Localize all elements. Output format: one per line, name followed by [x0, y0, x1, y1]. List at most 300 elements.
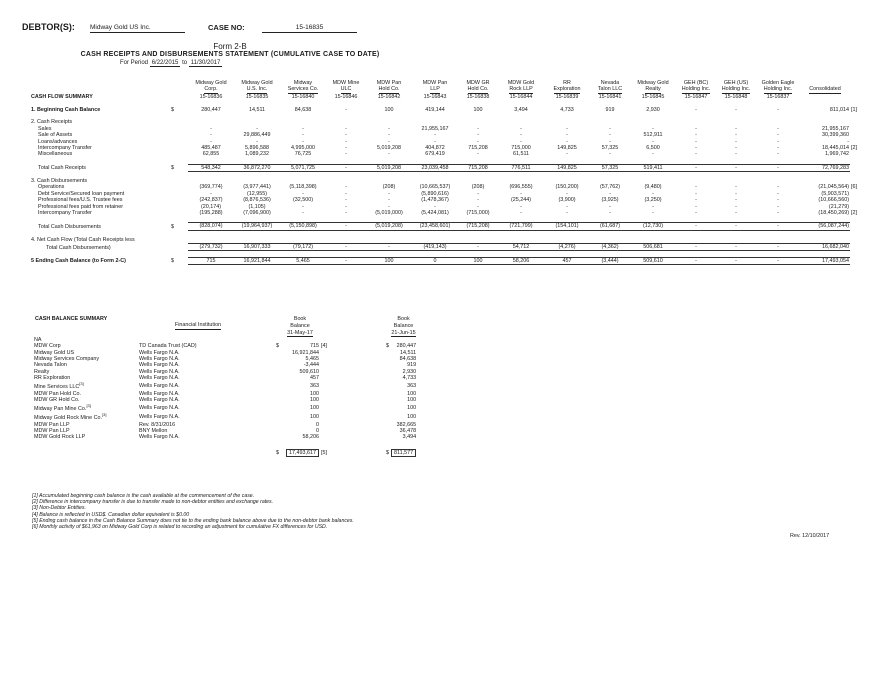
financial-institution: Wells Fargo N.A.: [139, 349, 180, 356]
entity-case-number: 15-16840: [291, 93, 315, 100]
column-header: [412, 94, 458, 100]
value-cell: -: [756, 223, 800, 230]
dollar-sign: $: [386, 449, 389, 456]
value-cell: -: [345, 106, 347, 113]
period-end: 11/30/2017: [190, 60, 221, 66]
consolidated-value: (10,666,560): [818, 197, 849, 204]
value-cell: 512,911: [643, 132, 663, 139]
book-balance-may17: [280, 403, 320, 412]
value-cell: -: [676, 257, 716, 264]
value-cell: -: [345, 151, 347, 158]
value-cell: -: [302, 190, 304, 197]
entity-name: GEH (BC): [683, 80, 709, 86]
value-cell: 1,089,232: [245, 151, 269, 158]
column-header: [676, 86, 716, 93]
book-balance-may17: [280, 381, 320, 390]
column-header: [630, 86, 676, 93]
value-cell: 419,144: [425, 106, 445, 113]
book-balance-jun15: 84,638: [399, 356, 417, 363]
value-cell: [676, 237, 716, 244]
period-line: [120, 60, 222, 67]
column-header: [498, 94, 544, 100]
value-cell: -: [388, 203, 390, 210]
value-cell: -: [695, 203, 697, 210]
value-cell: -: [302, 138, 304, 145]
value-cell: (8,876,536): [243, 197, 271, 204]
value-cell: -: [695, 210, 697, 217]
book-balance-value: 363: [310, 382, 319, 389]
value-cell: -: [756, 164, 800, 171]
value-cell: 457: [544, 257, 590, 264]
dollar-sign: [338, 381, 390, 390]
financial-institution: Wells Fargo N.A.: [139, 368, 180, 375]
value-cell: -: [345, 145, 347, 152]
footnote-ref: [850, 257, 860, 264]
value-cell: (208): [382, 184, 396, 191]
entity-name: [34, 381, 138, 390]
book-balance-jun15: 36,478: [399, 427, 417, 434]
row-label: 2. Cash Receipts: [31, 119, 73, 126]
entity-name: [34, 403, 138, 412]
value-cell: 149,825: [544, 164, 590, 171]
book-balance-value: 100: [310, 390, 319, 397]
value-cell: 54,712: [498, 244, 544, 251]
dollar-sign: [258, 381, 280, 390]
book-balance-jun15: 2,930: [402, 368, 417, 375]
column-header: [326, 94, 366, 100]
value-cell: -: [609, 151, 611, 158]
footnote-ref: [320, 381, 338, 390]
value-cell: -: [210, 132, 212, 139]
entity-name: Nevada: [600, 80, 620, 86]
dollar-sign: $: [276, 449, 279, 456]
entity-name: ULC: [340, 86, 352, 93]
entity-name: MDW Pan: [376, 80, 402, 86]
row-label: Intercompany Transfer: [38, 145, 92, 152]
footnote-ref: [320, 403, 338, 412]
entity-label: MDW GR Hold Co.: [34, 396, 80, 403]
entity-case-number: 15-16838: [466, 93, 490, 100]
dollar-sign: $: [171, 258, 174, 265]
value-cell: -: [716, 244, 756, 251]
entity-label: RR Exploration: [34, 375, 71, 382]
entity-name: MDW Mine: [332, 80, 360, 86]
entity-case-number: 15-16844: [509, 93, 533, 100]
column-header: [800, 86, 850, 93]
footnote-ref: [3]: [102, 412, 107, 418]
value-cell: 404,872: [425, 145, 445, 152]
consolidated-value: 811,014: [829, 106, 849, 113]
consolidated-value: [800, 237, 850, 244]
value-cell: (3,250): [644, 197, 662, 204]
value-cell: -: [652, 138, 654, 145]
value-cell: (32,500): [292, 197, 314, 204]
value-cell: (715,000): [466, 210, 490, 217]
value-cell: -: [477, 197, 479, 204]
dollar-sign: [258, 412, 280, 421]
value-cell: -: [676, 244, 716, 251]
entity-label: MDW Corp: [34, 343, 61, 350]
book-balance-jun15: 4,733: [402, 375, 417, 382]
financial-institution: Wells Fargo N.A.: [139, 382, 180, 389]
book-balance-jun15: 100: [407, 390, 417, 397]
entity-name: [34, 412, 138, 421]
value-cell: (419,143): [412, 244, 458, 251]
debtor-label: DEBTOR(S):: [22, 22, 75, 32]
value-cell: -: [566, 190, 568, 197]
value-cell: -: [676, 164, 716, 171]
value-cell: -: [302, 203, 304, 210]
entity-case-number: 15-16848: [724, 93, 748, 100]
value-cell: 519,411: [630, 164, 676, 171]
book-balance-header: [390, 330, 417, 337]
value-cell: -: [777, 106, 779, 113]
cbs-spacer: [320, 330, 338, 337]
column-header: [458, 94, 498, 100]
value-cell: 715,000: [511, 145, 531, 152]
total-value: 811,577: [391, 449, 416, 457]
value-cell: -: [777, 203, 779, 210]
row-label: Loans/advances: [38, 138, 78, 145]
gap-cell: [34, 441, 138, 449]
value-cell: -: [345, 197, 347, 204]
value-cell: -: [210, 138, 212, 145]
dollar-sign: [170, 244, 188, 251]
period-label: For Period: [120, 60, 149, 66]
value-cell: 280,447: [201, 106, 221, 113]
entity-label: Realty: [34, 368, 50, 375]
book-balance-value: 16,921,844: [292, 349, 319, 356]
entity-name: Talon LLC: [597, 86, 623, 93]
consolidated-value: 17,493,054: [800, 257, 850, 264]
cbs-row: [34, 412, 457, 421]
value-cell: -: [520, 203, 522, 210]
entity-case-number: 15-16843: [423, 93, 447, 100]
book-balance-header-line: Balance: [290, 322, 310, 329]
column-header: [280, 94, 326, 100]
summary-row: [30, 223, 860, 230]
value-cell: -: [777, 184, 779, 191]
value-cell: -: [477, 125, 479, 132]
value-cell: 6,500: [646, 145, 660, 152]
book-balance-header-line: Balance: [393, 322, 414, 329]
footnote-ref: [6]: [851, 184, 857, 191]
column-header: [498, 86, 544, 93]
financial-institution: Wells Fargo N.A.: [139, 396, 180, 403]
value-cell: -: [735, 138, 737, 145]
book-balance-value: 100: [310, 396, 319, 403]
footnote: [6] Monthly activity of $61,963 on Midway Gold Corp is related to recording an adjustment for cumulative FX differences for USD.: [32, 524, 328, 531]
column-header: [188, 86, 234, 93]
value-cell: [458, 237, 498, 244]
cbs-spacer: [417, 381, 457, 390]
book-balance-value: 100: [310, 413, 319, 420]
value-cell: -: [695, 184, 697, 191]
cbs-spacer: [417, 412, 457, 421]
book-balance-jun15: 100: [407, 413, 417, 420]
column-header: [756, 94, 800, 100]
value-cell: 100: [458, 257, 498, 264]
value-cell: 100: [384, 106, 394, 113]
value-cell: -: [735, 145, 737, 152]
value-cell: -: [735, 210, 737, 217]
value-cell: [590, 237, 630, 244]
entity-name: U.S. Inc.: [246, 86, 268, 93]
value-cell: -: [609, 203, 611, 210]
footnote-ref: [3]: [79, 381, 84, 387]
column-header: [800, 94, 850, 100]
entity-name: Services Co.: [287, 86, 319, 93]
entity-label: Midway Pan Mine Co.: [34, 406, 87, 413]
value-cell: (3,444): [590, 257, 630, 264]
consolidated-value: (21,045,564): [818, 184, 849, 191]
value-cell: (5,019,000): [375, 210, 403, 217]
value-cell: -: [609, 210, 611, 217]
cash-balance-title: CASH BALANCE SUMMARY: [35, 316, 108, 322]
value-cell: 29,886,449: [243, 132, 271, 139]
cbs-spacer: [320, 322, 338, 329]
row-label: Total Cash Disbursements): [46, 244, 111, 251]
cbs-spacer: [338, 322, 390, 329]
debtor-value: Midway Gold US Inc.: [90, 24, 185, 33]
value-cell: (20,174): [200, 203, 222, 210]
cbs-spacer: [258, 322, 280, 329]
row-label: 4. Net Cash Flow (Total Cash Receipts less: [31, 237, 135, 244]
value-cell: -: [520, 138, 522, 145]
value-cell: -: [326, 244, 366, 251]
consolidated-value: 21,955,167: [822, 125, 849, 132]
value-cell: -: [388, 190, 390, 197]
book-balance-may17: [280, 434, 320, 440]
footnote-ref: [850, 237, 860, 244]
value-cell: -: [609, 125, 611, 132]
value-cell: 919: [605, 106, 615, 113]
value-cell: 715,208: [468, 145, 488, 152]
dollar-sign: [170, 210, 188, 216]
value-cell: -: [695, 190, 697, 197]
financial-institution: Wells Fargo N.A.: [139, 375, 180, 382]
dollar-sign: $: [171, 223, 174, 230]
entity-label: Nevada Talon: [34, 362, 67, 369]
value-cell: -: [434, 203, 436, 210]
cbs-spacer: [417, 449, 457, 457]
value-cell: 57,325: [590, 164, 630, 171]
value-cell: -: [345, 184, 347, 191]
value-cell: -: [716, 257, 756, 264]
cbs-spacer: [417, 322, 457, 329]
value-cell: (12,730): [630, 223, 676, 230]
column-header: [366, 94, 412, 100]
entity-label: Midway Services Company: [34, 356, 100, 363]
book-balance-header: [280, 322, 320, 329]
entity-name: MDW Pan: [422, 80, 448, 86]
column-header: [412, 86, 458, 93]
value-cell: [544, 237, 590, 244]
entity-case-number: 15-16835: [245, 93, 269, 100]
value-cell: 506,681: [630, 244, 676, 251]
consolidated-value: (21,279): [828, 203, 849, 210]
financial-institution: Wells Fargo N.A.: [139, 390, 180, 397]
value-cell: -: [566, 125, 568, 132]
value-cell: 4,733: [560, 106, 574, 113]
entity-name: Realty: [645, 86, 661, 93]
entity-name: Consolidated: [809, 86, 841, 93]
footnote-ref: [320, 412, 338, 421]
row-label: Total Cash Disbursements: [38, 223, 101, 230]
entity-name: Hold Co.: [467, 86, 489, 93]
cash-balance-summary-table: [34, 316, 457, 457]
header-spacer: [850, 94, 860, 100]
entity-label: Mine Services LLC: [34, 384, 80, 391]
header-row: [30, 86, 860, 93]
financial-institution: BNY Mellon: [139, 427, 168, 434]
book-balance-value: 0: [316, 427, 319, 434]
total-jun15: [390, 449, 417, 457]
value-cell: [716, 237, 756, 244]
footnote: [5] Ending cash balance in the Cash Balance Summary does not tie to the ending bank balance above due to the non-debtor bank balances.: [32, 517, 354, 524]
value-cell: 58,206: [498, 257, 544, 264]
book-balance-jun15: 100: [407, 396, 417, 403]
value-cell: -: [256, 125, 258, 132]
value-cell: (696,555): [509, 184, 533, 191]
consolidated-value: 30,399,360: [822, 132, 849, 139]
value-cell: -: [434, 132, 436, 139]
entity-label: MDW Pan LLP: [34, 421, 70, 428]
dollar-sign: [258, 403, 280, 412]
consolidated-value: 16,682,040: [800, 244, 850, 251]
value-cell: -: [652, 203, 654, 210]
book-balance-jun15: 100: [407, 404, 417, 411]
consolidated-value: (5,903,571): [821, 190, 849, 197]
entity-name: Midway Gold: [195, 80, 227, 86]
book-balance-value: -3,444: [303, 362, 319, 369]
value-cell: 14,511: [248, 106, 266, 113]
dollar-sign: [170, 151, 188, 157]
value-cell: -: [520, 132, 522, 139]
value-cell: -: [477, 138, 479, 145]
value-cell: -: [210, 125, 212, 132]
consolidated-value: 18,445,014: [822, 145, 849, 152]
financial-institution: Wells Fargo N.A.: [139, 356, 180, 363]
financial-institution: Wells Fargo N.A.: [139, 404, 180, 411]
value-cell: (4,276): [544, 244, 590, 251]
book-balance-jun15: 363: [407, 382, 417, 389]
value-cell: -: [326, 223, 366, 230]
value-cell: -: [735, 132, 737, 139]
value-cell: -: [345, 203, 347, 210]
row-label: Professional fees/U.S. Trustee fees: [38, 197, 123, 204]
value-cell: -: [388, 151, 390, 158]
summary-title: CASH FLOW SUMMARY: [31, 93, 93, 100]
value-cell: 548,342: [188, 164, 234, 171]
book-balance-header: [280, 330, 320, 337]
form-title: Form 2-B: [213, 42, 247, 51]
value-cell: (828,074): [188, 223, 234, 230]
revision-date: Rev. 12/10/2017: [790, 533, 830, 539]
cbs-spacer: [417, 434, 457, 440]
entity-name: MDW Gold: [507, 80, 535, 86]
footnote-ref: [850, 244, 860, 251]
value-cell: [234, 237, 280, 244]
book-balance-header-line: Book: [397, 316, 410, 322]
cbs-spacer: [34, 449, 138, 457]
entity-name: Rock LLP: [509, 86, 533, 93]
book-balance-jun15: 382,665: [396, 421, 417, 428]
statement-title: CASH RECEIPTS AND DISBURSEMENTS STATEMENT (CUMULATIVE CASE TO DATE): [80, 51, 380, 58]
value-cell: -: [345, 125, 347, 132]
row-label: Total Cash Receipts: [38, 165, 86, 172]
column-header: [544, 86, 590, 93]
value-cell: [756, 237, 800, 244]
dollar-sign: $: [171, 165, 174, 172]
book-balance-value: 457: [310, 375, 319, 382]
value-cell: (12,955): [246, 190, 268, 197]
value-cell: -: [756, 244, 800, 251]
entity-label: MDW Pan Hold Co.: [34, 390, 82, 397]
dollar-sign: [338, 403, 390, 412]
cbs-spacer: [417, 403, 457, 412]
entity-case-number: 15-16841: [598, 93, 622, 100]
value-cell: -: [695, 125, 697, 132]
value-cell: -: [609, 190, 611, 197]
value-cell: (79,172): [280, 244, 326, 251]
value-cell: -: [777, 197, 779, 204]
entity-label: MDW Pan LLP: [34, 427, 70, 434]
value-cell: (3,900): [558, 197, 576, 204]
value-cell: 149,825: [557, 145, 577, 152]
value-cell: -: [326, 164, 366, 171]
case-label: CASE NO:: [208, 23, 245, 32]
value-cell: -: [434, 138, 436, 145]
header-spacer: [850, 86, 860, 93]
value-cell: 5,896,588: [245, 145, 269, 152]
value-cell: (3,925): [601, 197, 619, 204]
entity-name: Midway Gold: [241, 80, 273, 86]
value-cell: 509,610: [630, 257, 676, 264]
value-cell: -: [735, 184, 737, 191]
footnote: [4] Balance is reflected in USD$. Canadian dollar equivalent is $0.00: [32, 511, 190, 518]
value-cell: -: [716, 164, 756, 171]
value-cell: 16,907,333: [234, 244, 280, 251]
footnote-ref: [5]: [321, 449, 327, 456]
footnote-ref: [850, 223, 860, 230]
entity-name: Holding Inc.: [763, 86, 793, 93]
book-balance-value: 58,206: [302, 434, 319, 441]
column-header: [280, 86, 326, 93]
entity-case-number: 15-16847: [684, 93, 708, 100]
entity-label: MDW Gold Rock LLP: [34, 434, 86, 441]
value-cell: 62,855: [202, 151, 220, 158]
value-cell: (279,732): [188, 244, 234, 251]
row-label: 1. Beginning Cash Balance: [31, 106, 101, 113]
book-balance-value: 0: [316, 421, 319, 428]
column-header: [366, 86, 412, 93]
header-spacer: [30, 86, 170, 93]
footnote-ref: [3]: [86, 403, 91, 409]
value-cell: (5,150,898): [280, 223, 326, 230]
cbs-spacer: [258, 330, 280, 337]
column-header: [458, 86, 498, 93]
value-cell: (369,774): [199, 184, 223, 191]
consolidated-value: 1,969,742: [825, 151, 849, 158]
dollar-sign: [338, 412, 390, 421]
value-cell: 0: [412, 257, 458, 264]
summary-row: [30, 244, 860, 251]
value-cell: 3,494: [514, 106, 528, 113]
row-label: Miscellaneous: [38, 151, 73, 158]
value-cell: -: [477, 151, 479, 158]
column-header: [590, 94, 630, 100]
